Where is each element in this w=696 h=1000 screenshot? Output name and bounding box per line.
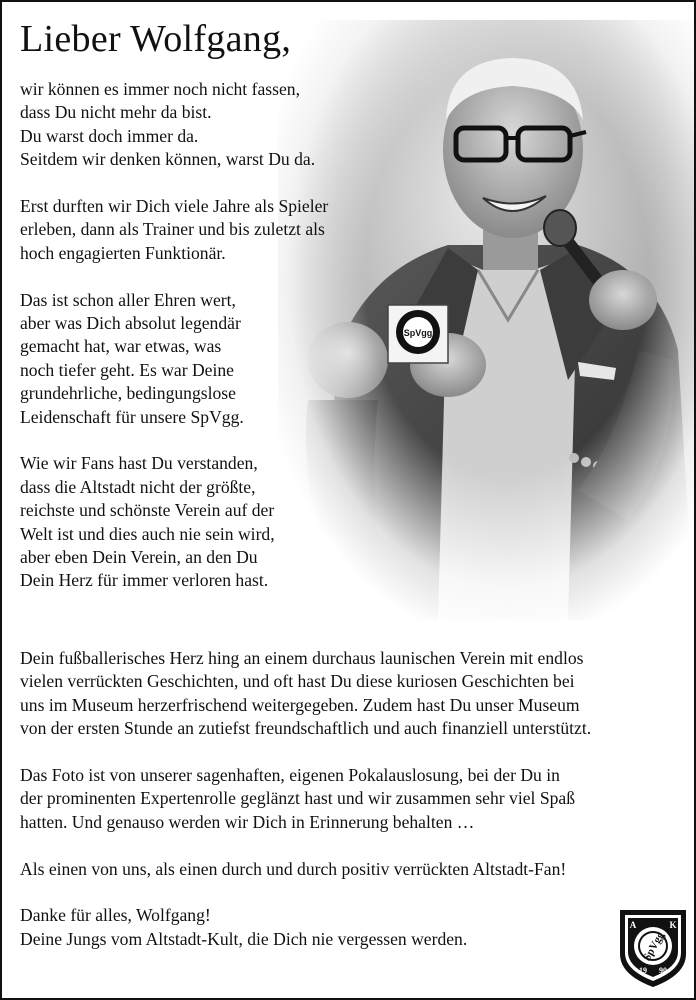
text-line: gemacht hat, war etwas, was [20, 336, 222, 357]
text-line: Deine Jungs vom Altstadt-Kult, die Dich nie vergessen werden. [20, 928, 468, 949]
paragraph [20, 904, 684, 951]
paragraph [20, 858, 684, 881]
paragraph [20, 289, 392, 429]
text-line: dass Du nicht mehr da bist. [20, 102, 212, 123]
paragraph [20, 452, 392, 592]
paragraph [20, 647, 684, 741]
text-line: Dein Herz für immer verloren hast. [20, 570, 269, 591]
text-line: Das ist schon aller Ehren wert, [20, 289, 236, 310]
text-line: Du warst doch immer da. [20, 125, 199, 146]
text-line: wir können es immer noch nicht fassen, [20, 79, 300, 99]
paragraph [20, 764, 684, 834]
club-crest-logo [618, 908, 688, 988]
text-line: vielen verrückten Geschichten, und oft hast Du diese kuriosen Geschichten bei [20, 671, 575, 692]
text-line: der prominenten Expertenrolle geglänzt hast und wir zusammen sehr viel Spaß [20, 788, 576, 809]
text-line: aber eben Dein Verein, an den Du [20, 547, 258, 568]
crest-year-right: 90 [659, 966, 667, 975]
text-line: grundehrliche, bedingungslose [20, 383, 236, 404]
full-width-text [20, 647, 684, 975]
text-line: uns im Museum herzerfrischend weitergegeben. Zudem hast Du unser Museum [20, 694, 580, 715]
text-line: hoch engagierten Funktionär. [20, 242, 226, 263]
crest-center-text: SpVgg [640, 929, 667, 964]
text-line: noch tiefer geht. Es war Deine [20, 359, 234, 380]
text-line: erleben, dann als Trainer und bis zuletzt als [20, 219, 325, 240]
paragraph [20, 78, 392, 172]
text-line: Das Foto ist von unserer sagenhaften, eigenen Pokalauslosung, bei der Du in [20, 765, 560, 786]
text-line: aber was Dich absolut legendär [20, 313, 241, 334]
text-line: Danke für alles, Wolfgang! [20, 905, 211, 926]
crest-corner-left: A [629, 920, 637, 930]
column-text [20, 78, 392, 616]
crest-corner-right: K [669, 920, 677, 930]
text-line: Seitdem wir denken können, warst Du da. [20, 149, 316, 170]
text-line: Leidenschaft für unsere SpVgg. [20, 406, 244, 427]
text-line: hatten. Und genauso werden wir Dich in Erinnerung behalten … [20, 811, 475, 832]
text-line: Welt ist und dies auch nie sein wird, [20, 523, 275, 544]
text-line: dass die Altstadt nicht der größte, [20, 476, 256, 497]
text-line: Dein fußballerisches Herz hing an einem durchaus launischen Verein mit endlos [20, 648, 584, 668]
text-line: Als einen von uns, als einen durch und durch positiv verrückten Altstadt-Fan! [20, 858, 567, 879]
text-line: Wie wir Fans hast Du verstanden, [20, 453, 258, 474]
text-line: reichste und schönste Verein auf der [20, 500, 275, 521]
paragraph [20, 195, 392, 265]
page-title: Lieber Wolfgang, [20, 18, 292, 60]
text-line: von der ersten Stunde an zutiefst freundschaftlich und auch finanziell unterstützt. [20, 718, 592, 739]
crest-year-left: 19 [639, 966, 647, 975]
text-line: Erst durften wir Dich viele Jahre als Spieler [20, 196, 329, 217]
